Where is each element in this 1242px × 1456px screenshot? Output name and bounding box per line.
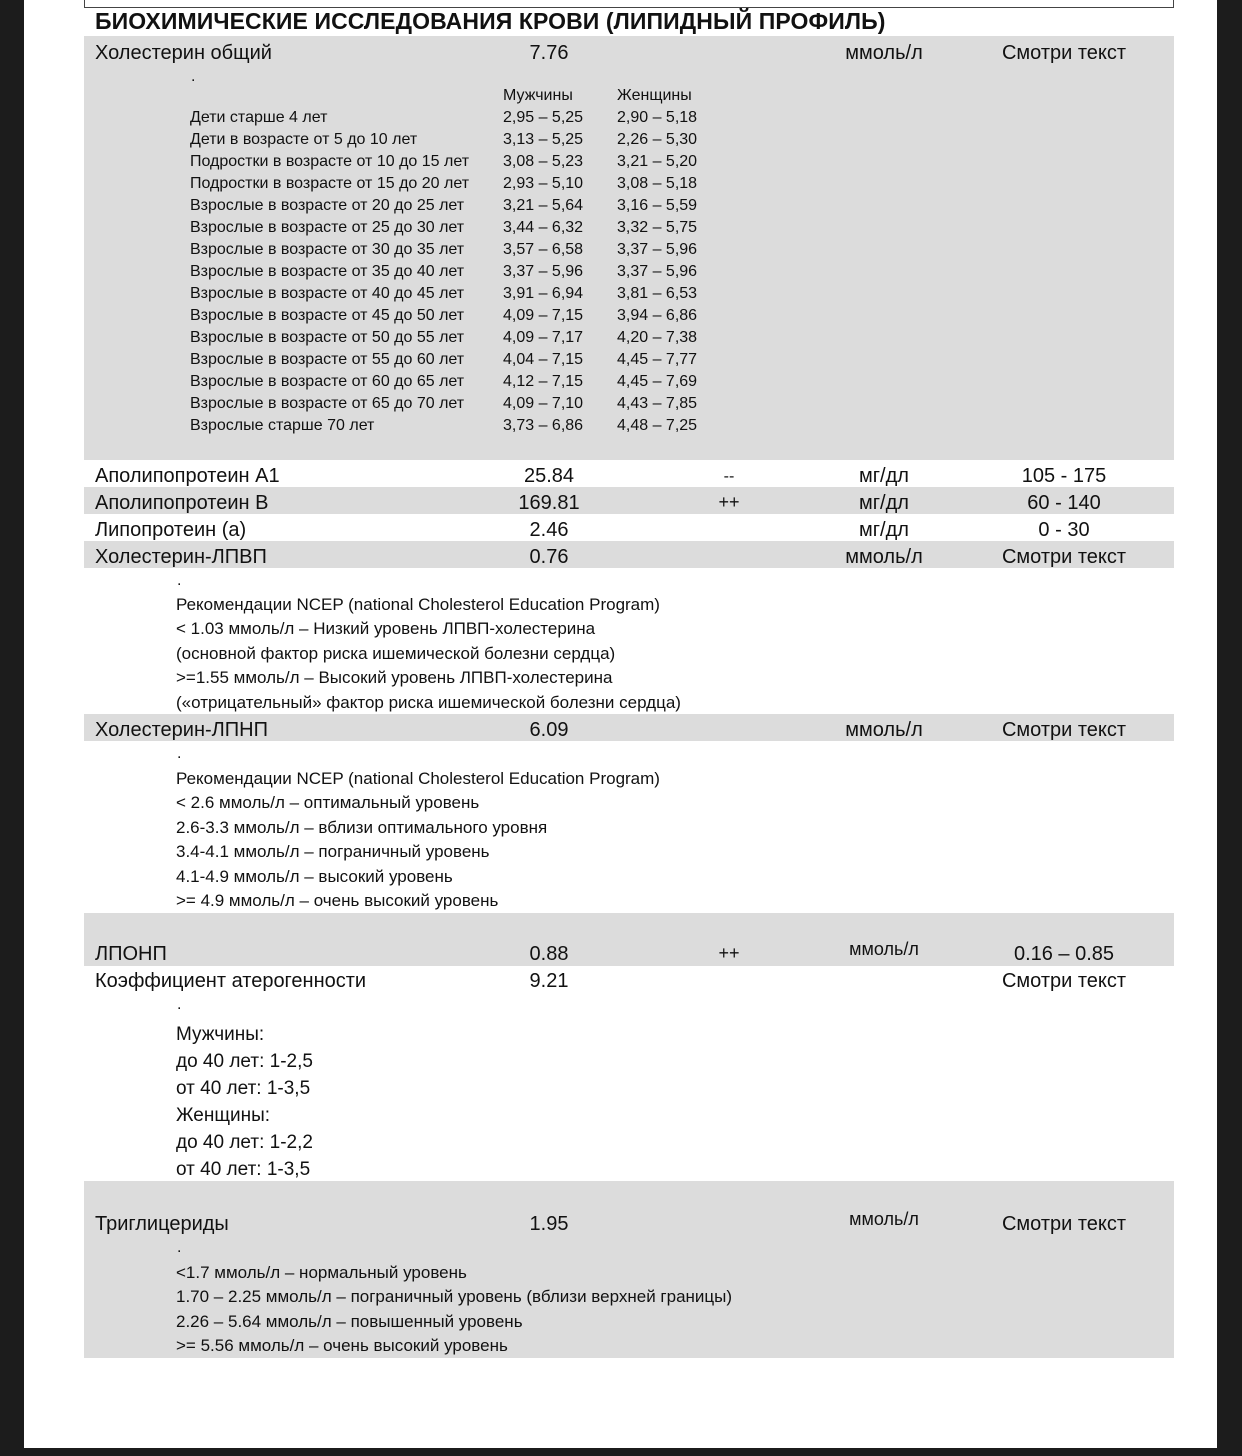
note-dot: .: [177, 996, 182, 1013]
top-border: [84, 0, 1174, 8]
age-group-label: Взрослые в возрасте от 20 до 25 лет: [190, 197, 465, 214]
test-value: 25.84: [523, 465, 575, 487]
note-line: 1.70 – 2.25 ммоль/л – пограничный уровень (вблизи верхней границы): [176, 1287, 733, 1307]
test-value: 7.76: [529, 42, 569, 64]
note-dot: .: [177, 1239, 182, 1256]
men-range: 4,09 – 7,17: [503, 329, 584, 346]
women-range: 3,81 – 6,53: [617, 285, 698, 302]
women-range: 3,94 – 6,86: [617, 307, 698, 324]
test-reference: 105 - 175: [1021, 465, 1107, 487]
section-title: БИОХИМИЧЕСКИЕ ИССЛЕДОВАНИЯ КРОВИ (ЛИПИДНЫЙ ПРОФИЛЬ): [95, 8, 886, 34]
test-name: Аполипопротеин B: [95, 492, 269, 514]
test-reference: 0.16 – 0.85: [1013, 943, 1115, 965]
note-dot: .: [177, 745, 182, 762]
men-range: 3,13 – 5,25: [503, 131, 584, 148]
row-vldl: [84, 941, 1174, 967]
test-reference: Смотри текст: [1001, 42, 1127, 64]
women-range: 3,37 – 5,96: [617, 263, 698, 280]
age-group-label: Взрослые старше 70 лет: [190, 417, 375, 434]
note-line: до 40 лет: 1-2,5: [176, 1051, 313, 1072]
women-range: 2,90 – 5,18: [617, 109, 698, 126]
age-group-label: Подростки в возрасте от 10 до 15 лет: [190, 153, 470, 170]
test-value: 9.21: [529, 970, 569, 992]
row-ldl: [84, 717, 1174, 743]
row-apo-b: [84, 490, 1174, 516]
test-unit: ммоль/л: [845, 42, 923, 64]
women-range: 4,48 – 7,25: [617, 417, 698, 434]
note-line: 2.6-3.3 ммоль/л – вблизи оптимального уровня: [176, 817, 548, 837]
note-line: >= 5.56 ммоль/л – очень высокий уровень: [176, 1336, 508, 1356]
note-line: от 40 лет: 1-3,5: [176, 1078, 311, 1099]
test-name: Холестерин-ЛПВП: [95, 546, 267, 568]
test-unit: мг/дл: [859, 492, 909, 514]
test-name: Триглицериды: [95, 1213, 229, 1235]
test-flag: --: [723, 468, 735, 485]
test-reference: Смотри текст: [1001, 546, 1127, 568]
age-group-label: Взрослые в возрасте от 55 до 60 лет: [190, 351, 465, 368]
men-range: 4,12 – 7,15: [503, 373, 584, 390]
ldl-notes: [176, 767, 660, 913]
test-name: Липопротеин (а): [95, 519, 247, 541]
test-name: Коэффициент атерогенности: [95, 970, 367, 992]
test-reference: Смотри текст: [1001, 970, 1127, 992]
men-range: 3,73 – 6,86: [503, 417, 584, 434]
women-range: 4,43 – 7,85: [617, 395, 698, 412]
header-men: Мужчины: [503, 87, 573, 104]
test-reference: Смотри текст: [1001, 1213, 1127, 1235]
note-line: («отрицательный» фактор риска ишемической болезни сердца): [176, 692, 681, 712]
row-hdl: [84, 544, 1174, 570]
test-value: 6.09: [529, 719, 569, 741]
test-reference: 60 - 140: [1027, 492, 1101, 514]
test-flag: ++: [718, 492, 740, 512]
women-range: 4,45 – 7,69: [617, 373, 698, 390]
note-line: 2.26 – 5.64 ммоль/л – повышенный уровень: [176, 1311, 523, 1331]
note-line: Рекомендации NCEP (national Cholesterol Education Program): [176, 769, 660, 788]
men-range: 2,93 – 5,10: [503, 175, 584, 192]
women-range: 3,16 – 5,59: [617, 197, 698, 214]
note-line: от 40 лет: 1-3,5: [176, 1159, 311, 1180]
test-value: 0.76: [529, 546, 569, 568]
note-line: >=1.55 ммоль/л – Высокий уровень ЛПВП-холестерина: [176, 668, 613, 688]
note-line: 3.4-4.1 ммоль/л – пограничный уровень: [176, 842, 490, 862]
test-unit: ммоль/л: [849, 939, 919, 959]
note-dot: .: [191, 68, 196, 85]
women-range: 4,20 – 7,38: [617, 329, 698, 346]
note-line: < 2.6 ммоль/л – оптимальный уровень: [176, 793, 480, 813]
women-range: 3,32 – 5,75: [617, 219, 698, 236]
men-range: 4,09 – 7,10: [503, 395, 584, 412]
age-group-label: Взрослые в возрасте от 65 до 70 лет: [190, 395, 465, 412]
test-reference: Смотри текст: [1001, 719, 1127, 741]
age-group-label: Взрослые в возрасте от 50 до 55 лет: [190, 329, 465, 346]
test-name: Холестерин общий: [95, 42, 272, 64]
test-unit: ммоль/л: [849, 1209, 919, 1229]
men-range: 3,44 – 6,32: [503, 219, 584, 236]
age-group-label: Подростки в возрасте от 15 до 20 лет: [190, 175, 470, 192]
test-value: 1.95: [529, 1213, 569, 1235]
women-range: 3,21 – 5,20: [617, 153, 698, 170]
note-line: (основной фактор риска ишемической болезни сердца): [176, 643, 616, 663]
test-name: Аполипопротеин А1: [95, 465, 280, 487]
men-range: 3,21 – 5,64: [503, 197, 584, 214]
triglycerides-notes: [176, 1261, 732, 1359]
men-range: 4,09 – 7,15: [503, 307, 584, 324]
test-unit: ммоль/л: [845, 719, 923, 741]
men-range: 2,95 – 5,25: [503, 109, 584, 126]
age-group-label: Взрослые в возрасте от 35 до 40 лет: [190, 263, 465, 280]
row-triglycerides: [84, 1211, 1174, 1237]
note-line: Женщины:: [176, 1105, 271, 1126]
note-line: <1.7 ммоль/л – нормальный уровень: [176, 1263, 467, 1282]
age-group-label: Взрослые в возрасте от 30 до 35 лет: [190, 241, 465, 258]
test-name: Холестерин-ЛПНП: [95, 719, 268, 741]
women-range: 2,26 – 5,30: [617, 131, 698, 148]
women-range: 3,08 – 5,18: [617, 175, 698, 192]
men-range: 3,37 – 5,96: [503, 263, 584, 280]
test-value: 0.88: [529, 943, 569, 965]
test-value: 2.46: [529, 519, 569, 541]
header-women: Женщины: [617, 87, 692, 104]
age-group-label: Взрослые в возрасте от 40 до 45 лет: [190, 285, 465, 302]
test-unit: мг/дл: [859, 465, 909, 487]
men-range: 4,04 – 7,15: [503, 351, 584, 368]
row-atherogenic-coefficient: [84, 968, 1174, 994]
women-range: 3,37 – 5,96: [617, 241, 698, 258]
test-unit: мг/дл: [859, 519, 909, 541]
note-line: >= 4.9 ммоль/л – очень высокий уровень: [176, 891, 499, 911]
men-range: 3,91 – 6,94: [503, 285, 584, 302]
row-lipoprotein-a: [84, 517, 1174, 543]
note-line: 4.1-4.9 ммоль/л – высокий уровень: [176, 866, 453, 886]
age-group-label: Дети старше 4 лет: [190, 109, 328, 126]
test-unit: ммоль/л: [845, 546, 923, 568]
note-line: < 1.03 ммоль/л – Низкий уровень ЛПВП-холестерина: [176, 619, 596, 639]
age-group-label: Дети в возрасте от 5 до 10 лет: [190, 131, 418, 148]
note-line: Мужчины:: [176, 1024, 265, 1045]
test-value: 169.81: [518, 492, 580, 514]
atherogenic-notes: [176, 1021, 313, 1183]
hdl-notes: [176, 593, 681, 715]
test-reference: 0 - 30: [1038, 519, 1090, 541]
age-group-label: Взрослые в возрасте от 25 до 30 лет: [190, 219, 465, 236]
note-dot: .: [177, 572, 182, 589]
age-group-label: Взрослые в возрасте от 60 до 65 лет: [190, 373, 465, 390]
row-apo-a1: [84, 463, 1174, 489]
men-range: 3,57 – 6,58: [503, 241, 584, 258]
row-total-cholesterol: [84, 40, 1174, 66]
test-name: ЛПОНП: [95, 943, 167, 965]
test-flag: ++: [718, 943, 740, 963]
men-range: 3,08 – 5,23: [503, 153, 584, 170]
note-line: Рекомендации NCEP (national Cholesterol Education Program): [176, 595, 660, 614]
note-line: до 40 лет: 1-2,2: [176, 1132, 313, 1153]
women-range: 4,45 – 7,77: [617, 351, 698, 368]
age-group-label: Взрослые в возрасте от 45 до 50 лет: [190, 307, 465, 324]
